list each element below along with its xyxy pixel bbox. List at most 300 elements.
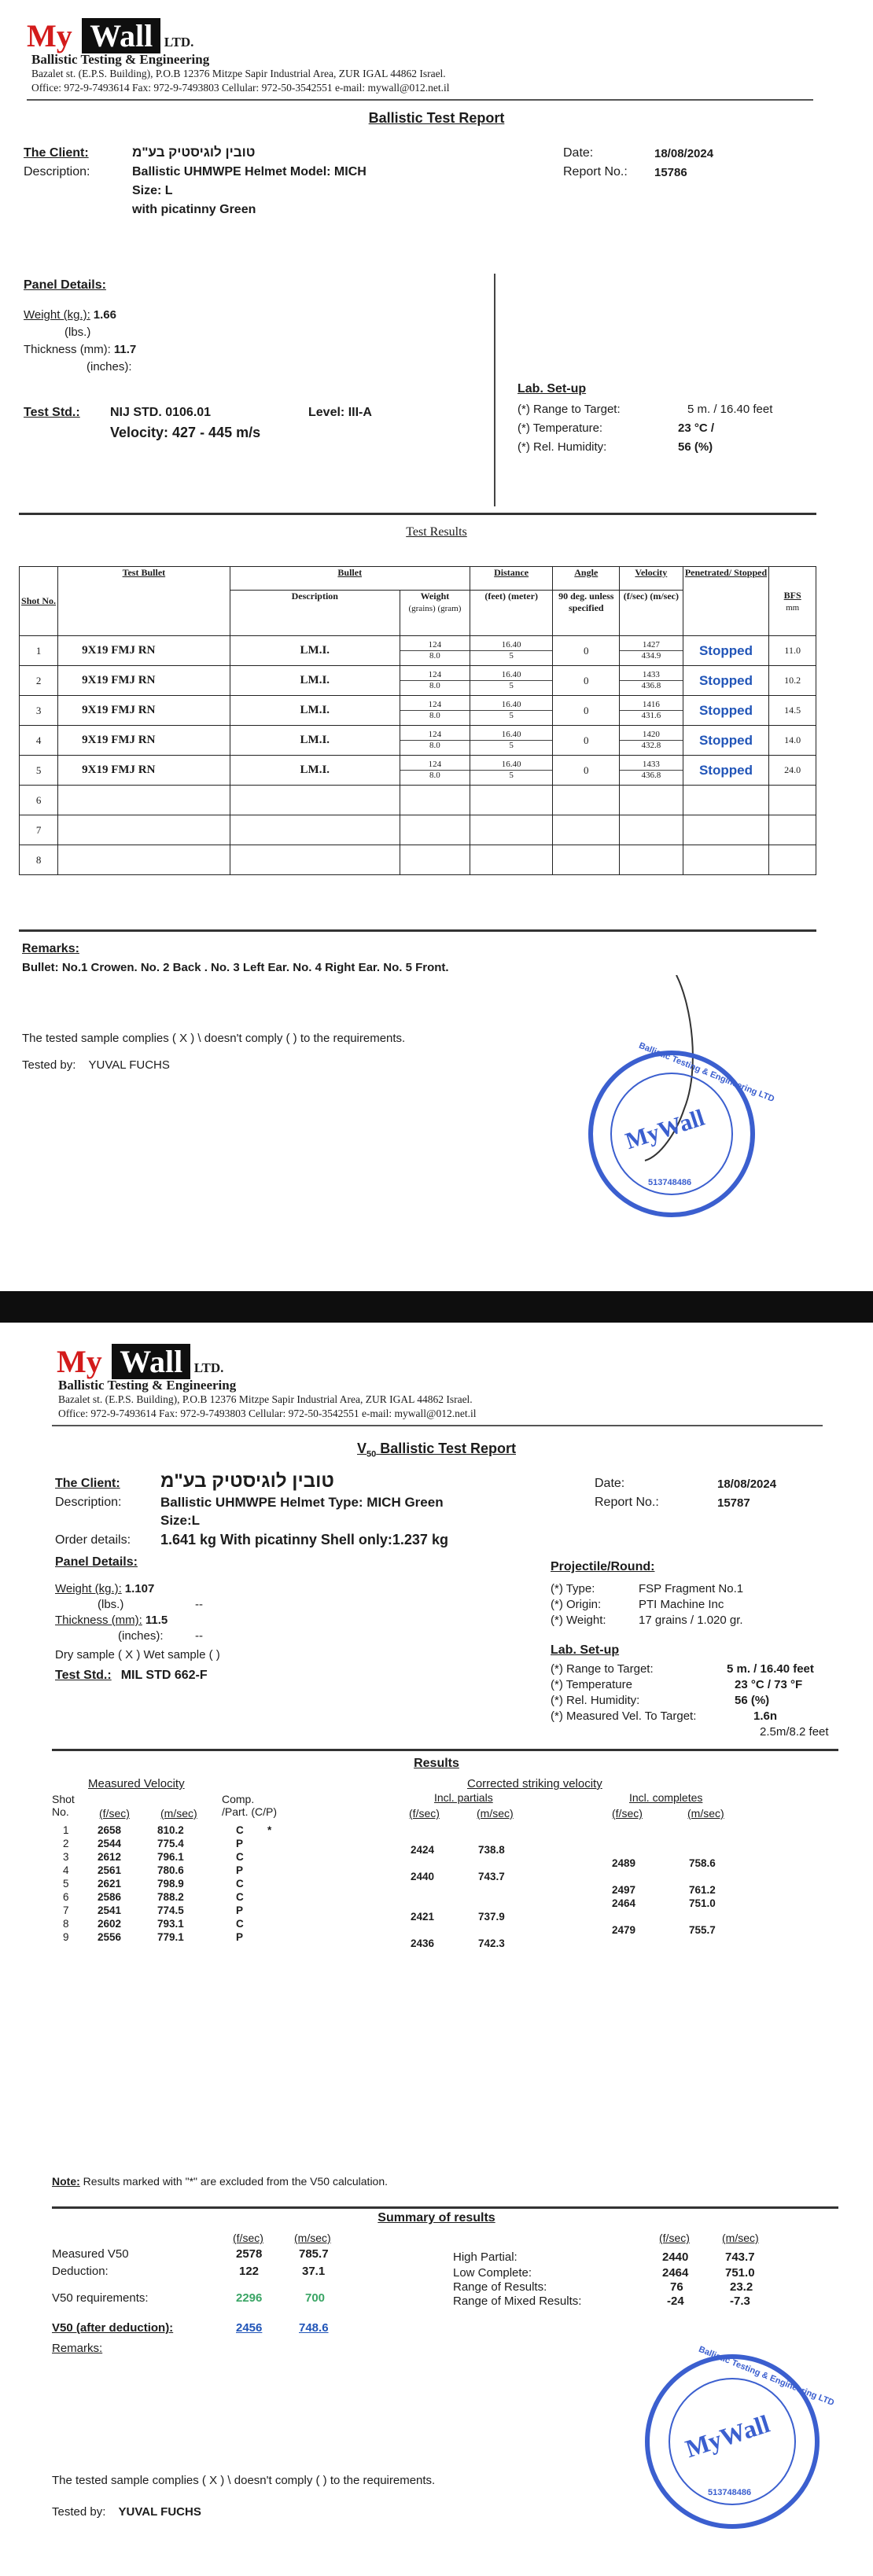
header-rule (27, 99, 813, 101)
cell-result: Stopped (683, 636, 769, 666)
measured-velocity-label: Measured Velocity (88, 1777, 185, 1790)
page-separator (0, 1291, 873, 1323)
cell-velocity (620, 756, 683, 786)
client-label: The Client: (24, 146, 89, 160)
logo-wall-2: Wall (112, 1344, 190, 1379)
summary-title: Summary of results (378, 2211, 495, 2225)
panel-details-label-2: Panel Details: (55, 1555, 138, 1569)
shot-no: 6 (63, 1891, 69, 1903)
order-label: Order details: (55, 1533, 131, 1547)
cell-description: LM.I. (230, 756, 400, 786)
cell-distance (470, 726, 553, 756)
humidity-value-2: 56 (%) (735, 1694, 770, 1707)
projectile-weight-value: 17 grains / 1.020 gr. (639, 1614, 743, 1627)
cell-angle: 0 (553, 696, 620, 726)
logo-my-2: My (57, 1344, 102, 1379)
thickness-label-2: Thickness (mm): (55, 1614, 142, 1627)
table-row (20, 726, 816, 756)
lbs-value-2: -- (195, 1598, 203, 1611)
measured-vel-value-2: 2.5m/8.2 feet (760, 1725, 829, 1739)
thickness-value: 11.7 (113, 343, 137, 356)
range-value-2: 5 m. / 16.40 feet (727, 1662, 814, 1676)
shot-partial-msec: 737.9 (478, 1911, 505, 1923)
th-bullet: Bullet (230, 567, 470, 591)
cell-velocity-top: 1420 (620, 730, 682, 741)
shot-no: 3 (63, 1851, 69, 1863)
logo-ltd-2: LTD. (193, 1360, 224, 1375)
summary-rule (52, 2206, 838, 2209)
th-description: Description (230, 591, 400, 636)
low-complete-m: 751.0 (725, 2266, 755, 2280)
cell-shot-no: 1 (20, 636, 58, 666)
s-msec: (m/sec) (294, 2232, 331, 2244)
report-title: Ballistic Test Report (368, 110, 505, 126)
origin-value: PTI Machine Inc (639, 1598, 724, 1611)
high-partial-label: High Partial: (453, 2250, 518, 2264)
cell-velocity (620, 666, 683, 696)
requirement-f: 2296 (236, 2291, 263, 2305)
cell-distance-top: 16.40 (470, 730, 553, 741)
low-complete-f: 2464 (662, 2266, 689, 2280)
client-name-2: טובין לוגיסטיק בע"מ (160, 1470, 334, 1492)
shot-complete-msec: 751.0 (689, 1897, 716, 1909)
comply-statement-2: The tested sample complies ( X ) \ doesn't comply ( ) to the requirements. (52, 2474, 436, 2487)
temperature-value: 23 °C / (678, 421, 715, 435)
table-row (20, 756, 816, 786)
remarks-text: Bullet: No.1 Crowen. No. 2 Back . No. 3 Left Ear. No. 4 Right Ear. No. 5 Front. (22, 961, 449, 974)
cell-description (230, 845, 400, 875)
type-label: (*) Type: (551, 1582, 595, 1595)
shot-no: 1 (63, 1824, 69, 1836)
cell-test-bullet (58, 786, 230, 815)
cell-distance (470, 786, 553, 815)
cell-distance-bottom: 5 (509, 651, 514, 661)
inches-value-2: -- (195, 1629, 203, 1643)
lab-setup-label: Lab. Set-up (518, 382, 587, 396)
section-divider (494, 274, 495, 506)
shot-cp: P (236, 1931, 244, 1943)
description-label: Description: (24, 165, 90, 178)
shot-cp: C (236, 1918, 244, 1930)
cell-result: Stopped (683, 756, 769, 786)
cell-description (230, 815, 400, 845)
shot-fsec: 2556 (98, 1931, 122, 1943)
shot-complete-fsec: 2497 (612, 1884, 636, 1896)
cell-test-bullet: 9X19 FMJ RN (58, 666, 230, 696)
h-msec: (m/sec) (160, 1807, 197, 1820)
report-no-value-2: 15787 (717, 1496, 750, 1510)
section-rule (19, 513, 816, 515)
cell-angle: 0 (553, 726, 620, 756)
date-label-2: Date: (595, 1477, 625, 1490)
shot-fsec: 2658 (98, 1824, 122, 1836)
description-value: Ballistic UHMWPE Helmet Model: MICH (132, 165, 367, 178)
shot-fsec: 2612 (98, 1851, 122, 1863)
cell-result: Stopped (683, 666, 769, 696)
date-value: 18/08/2024 (654, 147, 714, 160)
report-page-2 (0, 1323, 873, 2576)
tested-by-name-2: YUVAL FUCHS (118, 2505, 201, 2519)
order-details: 1.641 kg With picatinny Shell only:1.237 kg (160, 1532, 448, 1547)
th-distance-unit: (feet) (meter) (470, 591, 553, 636)
shot-fsec: 2541 (98, 1904, 122, 1916)
cell-weight (400, 845, 470, 875)
shot-fsec: 2602 (98, 1918, 122, 1930)
stamp-logo-2: MyWall (681, 2409, 773, 2464)
cell-distance-bottom: 5 (509, 771, 514, 780)
range-mixed-label: Range of Mixed Results: (453, 2294, 582, 2308)
cell-distance-top: 16.40 (470, 670, 553, 681)
cell-test-bullet (58, 845, 230, 875)
cell-velocity (620, 786, 683, 815)
cell-result: Stopped (683, 726, 769, 756)
inches-label: (inches): (87, 360, 132, 374)
h-fsec: (f/sec) (99, 1807, 130, 1820)
shot-no: 7 (63, 1904, 69, 1916)
shot-fsec: 2561 (98, 1864, 122, 1876)
cell-test-bullet (58, 815, 230, 845)
shot-no: 5 (63, 1878, 69, 1890)
comply-statement: The tested sample complies ( X ) \ doesn't comply ( ) to the requirements. (22, 1032, 406, 1045)
cell-test-bullet: 9X19 FMJ RN (58, 726, 230, 756)
shot-complete-msec: 761.2 (689, 1884, 716, 1896)
temperature-value-2: 23 °C / 73 °F (735, 1678, 803, 1691)
cell-result: Stopped (683, 696, 769, 726)
results-rule (52, 1749, 838, 1751)
cell-shot-no: 8 (20, 845, 58, 875)
deduction-f: 122 (239, 2265, 260, 2278)
lbs-label-2: (lbs.) (98, 1598, 124, 1611)
th-weight-unit: (grains) (gram) (408, 604, 462, 613)
cell-weight (400, 786, 470, 815)
after-deduction-f: 2456 (236, 2321, 263, 2335)
panel-details-label: Panel Details: (24, 278, 106, 292)
cell-velocity (620, 696, 683, 726)
th-angle-note: 90 deg. unless specified (553, 591, 620, 636)
company-logo (27, 17, 193, 57)
cell-angle (553, 845, 620, 875)
level-value: Level: III-A (308, 406, 372, 419)
s-msec-right: (m/sec) (722, 2232, 759, 2244)
shot-partial-msec: 742.3 (478, 1938, 505, 1949)
shot-cp: P (236, 1904, 244, 1916)
cell-angle (553, 786, 620, 815)
measured-v50-f: 2578 (236, 2247, 263, 2261)
range-label-2: (*) Range to Target: (551, 1662, 654, 1676)
report-no-label-2: Report No.: (595, 1496, 659, 1509)
results-title: Results (414, 1757, 459, 1770)
requirement-label: V50 requirements: (52, 2291, 149, 2305)
header-rule-2 (52, 1425, 823, 1426)
deduction-label: Deduction: (52, 2265, 109, 2278)
test-std-label: Test Std.: (24, 406, 80, 419)
table-row (20, 786, 816, 815)
range-mixed-f: -24 (667, 2294, 684, 2308)
h-complete-msec: (m/sec) (687, 1807, 724, 1820)
shot-cp: C (236, 1824, 244, 1836)
corrected-velocity-label: Corrected striking velocity (467, 1777, 602, 1790)
cell-weight-bottom: 8.0 (429, 681, 440, 690)
cell-weight-bottom: 8.0 (429, 711, 440, 720)
table-row (20, 815, 816, 845)
cell-weight (400, 815, 470, 845)
th-bfs: BFS (783, 589, 801, 601)
cell-bfs: 11.0 (769, 636, 816, 666)
cell-velocity-top: 1433 (620, 760, 682, 771)
v50-title-sub: 50 (367, 1449, 377, 1459)
cell-shot-no: 6 (20, 786, 58, 815)
thickness-value-2: 11.5 (145, 1614, 168, 1627)
th-weight: Weight (420, 591, 450, 602)
humidity-label-2: (*) Rel. Humidity: (551, 1694, 640, 1707)
company-contact-2: Office: 972-9-7493614 Fax: 972-9-7493803 Cellular: 972-50-3542551 e-mail: mywall@012.net.il (58, 1408, 477, 1419)
shot-cp: P (236, 1864, 244, 1876)
range-results-m: 23.2 (730, 2280, 753, 2294)
shot-msec: 775.4 (157, 1838, 184, 1849)
logo-wall: Wall (82, 18, 160, 53)
cell-shot-no: 5 (20, 756, 58, 786)
v50-title: Ballistic Test Report (376, 1441, 516, 1456)
cell-velocity (620, 815, 683, 845)
cell-shot-no: 3 (20, 696, 58, 726)
cell-description: LM.I. (230, 696, 400, 726)
shot-complete-msec: 758.6 (689, 1857, 716, 1869)
cell-velocity-bottom: 436.8 (641, 681, 661, 690)
company-address-2: Bazalet st. (E.P.S. Building), P.O.B 12376 Mitzpe Sapir Industrial Area, ZUR IGAL 44862 Israel. (58, 1393, 473, 1405)
weight-label-2: Weight (kg.): (55, 1582, 122, 1595)
shot-fsec: 2544 (98, 1838, 122, 1849)
cell-weight-bottom: 8.0 (429, 771, 440, 780)
temperature-label-2: (*) Temperature (551, 1678, 632, 1691)
cell-test-bullet: 9X19 FMJ RN (58, 756, 230, 786)
range-results-f: 76 (670, 2280, 683, 2294)
measured-v50-label: Measured V50 (52, 2247, 129, 2261)
test-std-label-2: Test Std.: (55, 1669, 112, 1682)
cell-velocity-top: 1416 (620, 700, 682, 711)
report-no-label: Report No.: (563, 165, 628, 178)
cell-description: LM.I. (230, 666, 400, 696)
table-row (20, 666, 816, 696)
cell-weight (400, 666, 470, 696)
company-subtitle-2: Ballistic Testing & Engineering (58, 1378, 237, 1393)
cell-distance-top: 16.40 (470, 700, 553, 711)
cell-distance (470, 756, 553, 786)
cell-weight (400, 726, 470, 756)
size-value-2: Size:L (160, 1513, 201, 1528)
cell-distance-bottom: 5 (509, 711, 514, 720)
cell-result (683, 786, 769, 815)
shot-complete-msec: 755.7 (689, 1924, 716, 1936)
stamp-logo: MyWall (622, 1104, 708, 1155)
shot-no: 8 (63, 1918, 69, 1930)
shot-fsec: 2586 (98, 1891, 122, 1903)
remarks-label-2: Remarks: (52, 2342, 103, 2355)
cell-weight-top: 124 (400, 730, 470, 741)
cell-weight-bottom: 8.0 (429, 741, 440, 750)
cell-distance-bottom: 5 (509, 741, 514, 750)
th-velocity: Velocity (620, 567, 683, 591)
cell-angle: 0 (553, 636, 620, 666)
incl-partials-label: Incl. partials (434, 1791, 493, 1804)
shot-msec: 810.2 (157, 1824, 184, 1836)
description-label-2: Description: (55, 1496, 122, 1509)
cell-distance (470, 815, 553, 845)
note-label: Note: (52, 2175, 80, 2188)
cell-velocity-bottom: 432.8 (641, 741, 661, 750)
company-subtitle: Ballistic Testing & Engineering (31, 52, 210, 67)
shot-complete-fsec: 2489 (612, 1857, 636, 1869)
cell-weight-top: 124 (400, 760, 470, 771)
cell-weight-bottom: 8.0 (429, 651, 440, 661)
size-value: Size: L (132, 184, 173, 197)
projectile-weight-label: (*) Weight: (551, 1614, 606, 1627)
shot-no-header: Shot No. (52, 1793, 75, 1818)
cell-bfs: 10.2 (769, 666, 816, 696)
th-test-bullet: Test Bullet (58, 567, 230, 636)
shot-partial-msec: 738.8 (478, 1844, 505, 1856)
shot-partial-fsec: 2421 (411, 1911, 435, 1923)
shot-cp: P (236, 1838, 244, 1849)
cell-description (230, 786, 400, 815)
cell-test-bullet: 9X19 FMJ RN (58, 636, 230, 666)
shot-msec: 779.1 (157, 1931, 184, 1943)
cell-weight-top: 124 (400, 640, 470, 651)
shot-complete-fsec: 2479 (612, 1924, 636, 1936)
weight-value: 1.66 (93, 308, 116, 322)
shot-msec: 798.9 (157, 1878, 184, 1890)
cell-shot-no: 2 (20, 666, 58, 696)
cell-description: LM.I. (230, 636, 400, 666)
range-value: 5 m. / 16.40 feet (687, 403, 773, 416)
shot-cp: C (236, 1878, 244, 1890)
h-partial-msec: (m/sec) (477, 1807, 514, 1820)
cell-angle (553, 815, 620, 845)
company-address: Bazalet st. (E.P.S. Building), P.O.B 12376 Mitzpe Sapir Industrial Area, ZUR IGAL 44862 Israel. (31, 68, 446, 79)
cell-velocity (620, 845, 683, 875)
cell-velocity-bottom: 436.8 (641, 771, 661, 780)
temperature-label: (*) Temperature: (518, 421, 603, 435)
description-value-2: Ballistic UHMWPE Helmet Type: MICH Green (160, 1495, 444, 1510)
client-name: טובין לוגיסטיק בע"מ (132, 145, 256, 160)
cell-distance-bottom: 5 (509, 681, 514, 690)
incl-completes-label: Incl. completes (629, 1791, 703, 1804)
h-comp: Comp. /Part. (C/P) (222, 1793, 278, 1818)
shot-cp: C (236, 1891, 244, 1903)
cell-weight (400, 756, 470, 786)
shot-no: 2 (63, 1838, 69, 1849)
v50-title-prefix: V (357, 1441, 367, 1456)
velocity-value: Velocity: 427 - 445 m/s (110, 425, 261, 440)
cell-test-bullet: 9X19 FMJ RN (58, 696, 230, 726)
h-complete-fsec: (f/sec) (612, 1807, 643, 1820)
cell-velocity-top: 1427 (620, 640, 682, 651)
test-results-title: Test Results (406, 525, 467, 539)
range-label: (*) Range to Target: (518, 403, 621, 416)
th-distance: Distance (470, 567, 553, 591)
cell-bfs (769, 815, 816, 845)
th-angle: Angle (553, 567, 620, 591)
humidity-label: (*) Rel. Humidity: (518, 440, 607, 454)
cell-weight (400, 636, 470, 666)
cell-shot-no: 4 (20, 726, 58, 756)
shot-msec: 780.6 (157, 1864, 184, 1876)
cell-velocity-bottom: 434.9 (641, 651, 661, 661)
range-results-label: Range of Results: (453, 2280, 547, 2294)
report-no-value: 15786 (654, 166, 687, 179)
cell-bfs: 24.0 (769, 756, 816, 786)
shot-msec: 796.1 (157, 1851, 184, 1863)
after-deduction-label: V50 (after deduction): (52, 2321, 174, 2335)
cell-result (683, 845, 769, 875)
stamp-text-2: Ballistic Testing & Engineering LTD (697, 2344, 836, 2409)
shot-partial-fsec: 2440 (411, 1871, 435, 1882)
remarks-label: Remarks: (22, 942, 79, 955)
test-std-value: NIJ STD. 0106.01 (110, 406, 212, 419)
dry-sample: Dry sample ( X ) Wet sample ( ) (55, 1648, 220, 1662)
cell-distance (470, 845, 553, 875)
shot-complete-fsec: 2464 (612, 1897, 636, 1909)
high-partial-m: 743.7 (725, 2250, 755, 2264)
humidity-value: 56 (%) (678, 440, 713, 454)
cell-distance (470, 636, 553, 666)
remarks-rule (19, 929, 816, 932)
deduction-m: 37.1 (302, 2265, 326, 2278)
cell-angle: 0 (553, 666, 620, 696)
cell-bfs (769, 845, 816, 875)
date-label: Date: (563, 146, 594, 160)
shot-no: 9 (63, 1931, 69, 1943)
th-shot: Shot No. (20, 567, 58, 636)
cell-bfs: 14.5 (769, 696, 816, 726)
cell-distance (470, 666, 553, 696)
h-partial-fsec: (f/sec) (409, 1807, 440, 1820)
cell-velocity (620, 636, 683, 666)
cell-shot-no: 7 (20, 815, 58, 845)
high-partial-f: 2440 (662, 2250, 689, 2264)
s-fsec: (f/sec) (233, 2232, 263, 2244)
thickness-label: Thickness (mm): (24, 343, 111, 356)
cell-velocity-top: 1433 (620, 670, 682, 681)
th-penetrated: Penetrated/ Stopped (683, 567, 769, 636)
cell-angle: 0 (553, 756, 620, 786)
range-mixed-m: -7.3 (730, 2294, 750, 2308)
company-stamp (588, 1040, 776, 1217)
cell-weight-top: 124 (400, 670, 470, 681)
requirement-m: 700 (305, 2291, 326, 2305)
cell-bfs: 14.0 (769, 726, 816, 756)
date-value-2: 18/08/2024 (717, 1478, 777, 1491)
cell-distance (470, 696, 553, 726)
shot-msec: 793.1 (157, 1918, 184, 1930)
table-row (20, 845, 816, 875)
test-results-table (19, 566, 816, 875)
note-text: Results marked with "*" are excluded from the V50 calculation. (83, 2175, 389, 2188)
measured-v50-m: 785.7 (299, 2247, 329, 2261)
cell-bfs (769, 786, 816, 815)
with-value: with picatinny Green (132, 203, 256, 216)
client-label-2: The Client: (55, 1477, 120, 1490)
shot-fsec: 2621 (98, 1878, 122, 1890)
cell-description: LM.I. (230, 726, 400, 756)
lab-setup-label-2: Lab. Set-up (551, 1643, 620, 1657)
shot-msec: 774.5 (157, 1904, 184, 1916)
after-deduction-m: 748.6 (299, 2321, 329, 2335)
projectile-label: Projectile/Round: (551, 1560, 655, 1573)
low-complete-label: Low Complete: (453, 2266, 532, 2280)
shot-star: * (267, 1824, 272, 1836)
origin-label: (*) Origin: (551, 1598, 602, 1611)
cell-velocity (620, 726, 683, 756)
